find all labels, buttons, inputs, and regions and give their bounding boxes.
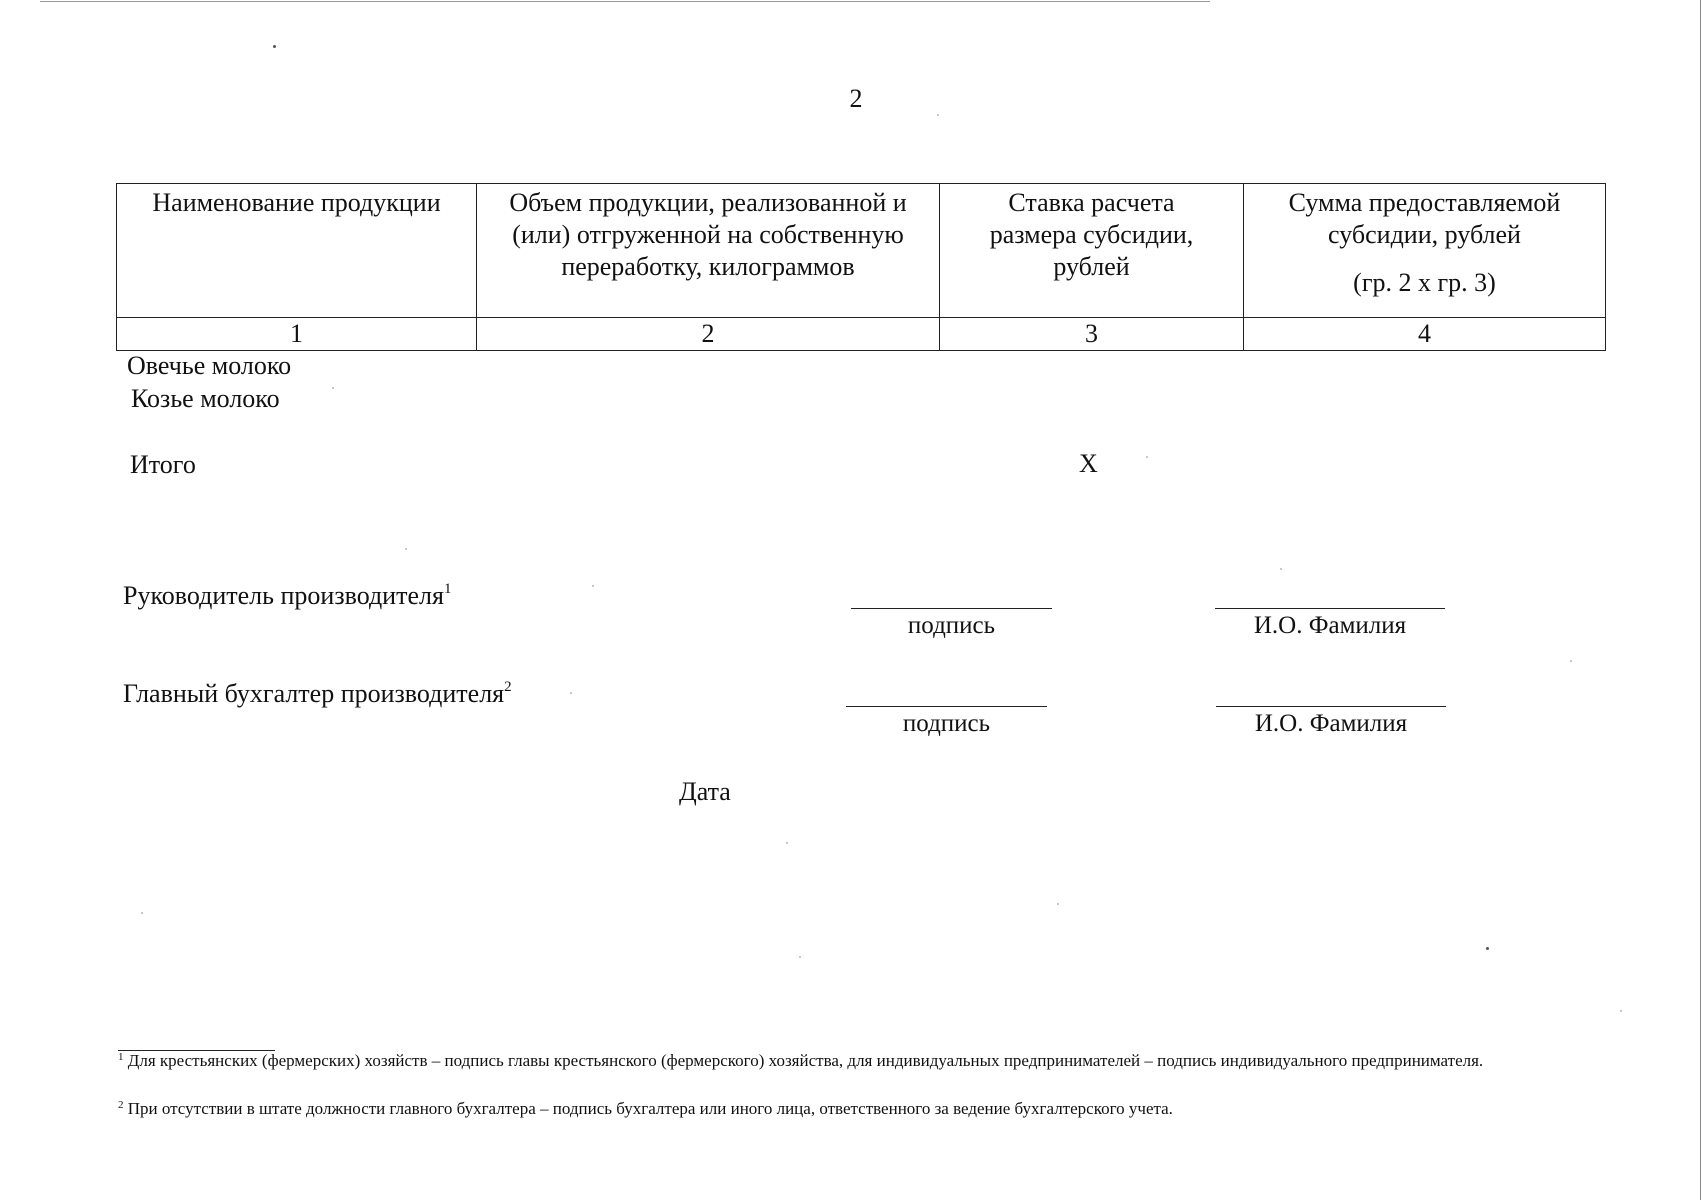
- signature-role-accountant: [123, 678, 512, 710]
- signature-line-accountant: [846, 706, 1047, 707]
- header-subsidy-sum: [1244, 184, 1606, 318]
- footnote-2: [118, 1097, 1608, 1120]
- signature-caption-accountant: подпись: [902, 710, 991, 737]
- row-label-sheep-milk: Овечье молоко: [127, 351, 292, 380]
- scan-speck: [786, 842, 788, 844]
- signature-caption-head: подпись: [907, 612, 996, 639]
- column-number: 1: [117, 318, 477, 351]
- header-line: субсидии, рублей: [1328, 220, 1521, 249]
- header-volume: [477, 184, 940, 318]
- scan-speck: [1486, 947, 1489, 950]
- scan-speck: [592, 585, 594, 587]
- scan-speck: [273, 45, 276, 48]
- scan-speck: [1146, 456, 1148, 458]
- name-caption-accountant: И.О. Фамилия: [1254, 710, 1408, 737]
- name-line-head: [1215, 608, 1445, 609]
- header-line: размера субсидии,: [989, 220, 1194, 249]
- header-line: Сумма предоставляемой: [1288, 188, 1561, 217]
- header-line: рублей: [1053, 252, 1130, 281]
- scan-speck: [799, 956, 801, 958]
- table-header-row: [117, 184, 1606, 318]
- date-label: Дата: [679, 777, 731, 806]
- footnote-ref: 2: [504, 679, 512, 695]
- header-line: переработку, килограммов: [561, 252, 855, 281]
- scan-speck: [332, 387, 334, 389]
- footnote-mark: 1: [118, 1051, 124, 1063]
- scan-right-edge: [1700, 0, 1701, 1200]
- header-rate: [940, 184, 1244, 318]
- column-number: 2: [477, 318, 940, 351]
- footnote-1: [118, 1049, 1608, 1072]
- scan-speck: [570, 692, 572, 694]
- header-line: (или) отгруженной на собственную: [512, 220, 904, 249]
- footnote-text: При отсутствии в штате должности главного бухгалтера – подпись бухгалтера или иного лица, ответственного за ведение бухгалтерского учета.: [127, 1099, 1173, 1118]
- name-caption-head: И.О. Фамилия: [1253, 612, 1407, 639]
- scan-speck: [1057, 903, 1059, 905]
- scan-speck: [405, 548, 407, 550]
- signature-role-label: Руководитель производителя: [123, 581, 444, 610]
- header-line: Объем продукции, реализованной и: [509, 188, 907, 217]
- page-number: 2: [849, 84, 863, 113]
- signature-line-head: [851, 608, 1052, 609]
- footnote-ref: 1: [443, 581, 452, 597]
- footnote-mark: 2: [118, 1099, 124, 1111]
- header-line: Наименование продукции: [152, 188, 441, 217]
- header-product-name: [117, 184, 477, 318]
- row-label-total: Итого: [130, 450, 196, 479]
- signature-role-head: [123, 580, 451, 612]
- column-number: 4: [1244, 318, 1606, 351]
- subsidy-table: [116, 183, 1606, 351]
- scan-speck: [1570, 660, 1572, 662]
- scan-speck: [937, 114, 939, 116]
- name-line-accountant: [1216, 706, 1446, 707]
- header-formula: (гр. 2 х гр. 3): [1353, 268, 1496, 297]
- scan-speck: [1280, 568, 1282, 570]
- signature-role-label: Главный бухгалтер производителя: [123, 679, 505, 708]
- column-number: 3: [940, 318, 1244, 351]
- scan-speck: [141, 912, 143, 914]
- footnote-text: Для крестьянских (фермерских) хозяйств – подпись главы крестьянского (фермерского) хозяйства, для индивидуальных предпринимателей – подпись индивидуального предпринимателя.: [127, 1051, 1484, 1070]
- header-line: Ставка расчета: [1008, 188, 1175, 217]
- scan-top-edge: [40, 1, 1210, 2]
- total-rate-mark: Х: [1079, 449, 1098, 478]
- column-number-row: [117, 318, 1606, 351]
- scan-speck: [1620, 1010, 1622, 1012]
- row-label-goat-milk: Козье молоко: [131, 384, 280, 413]
